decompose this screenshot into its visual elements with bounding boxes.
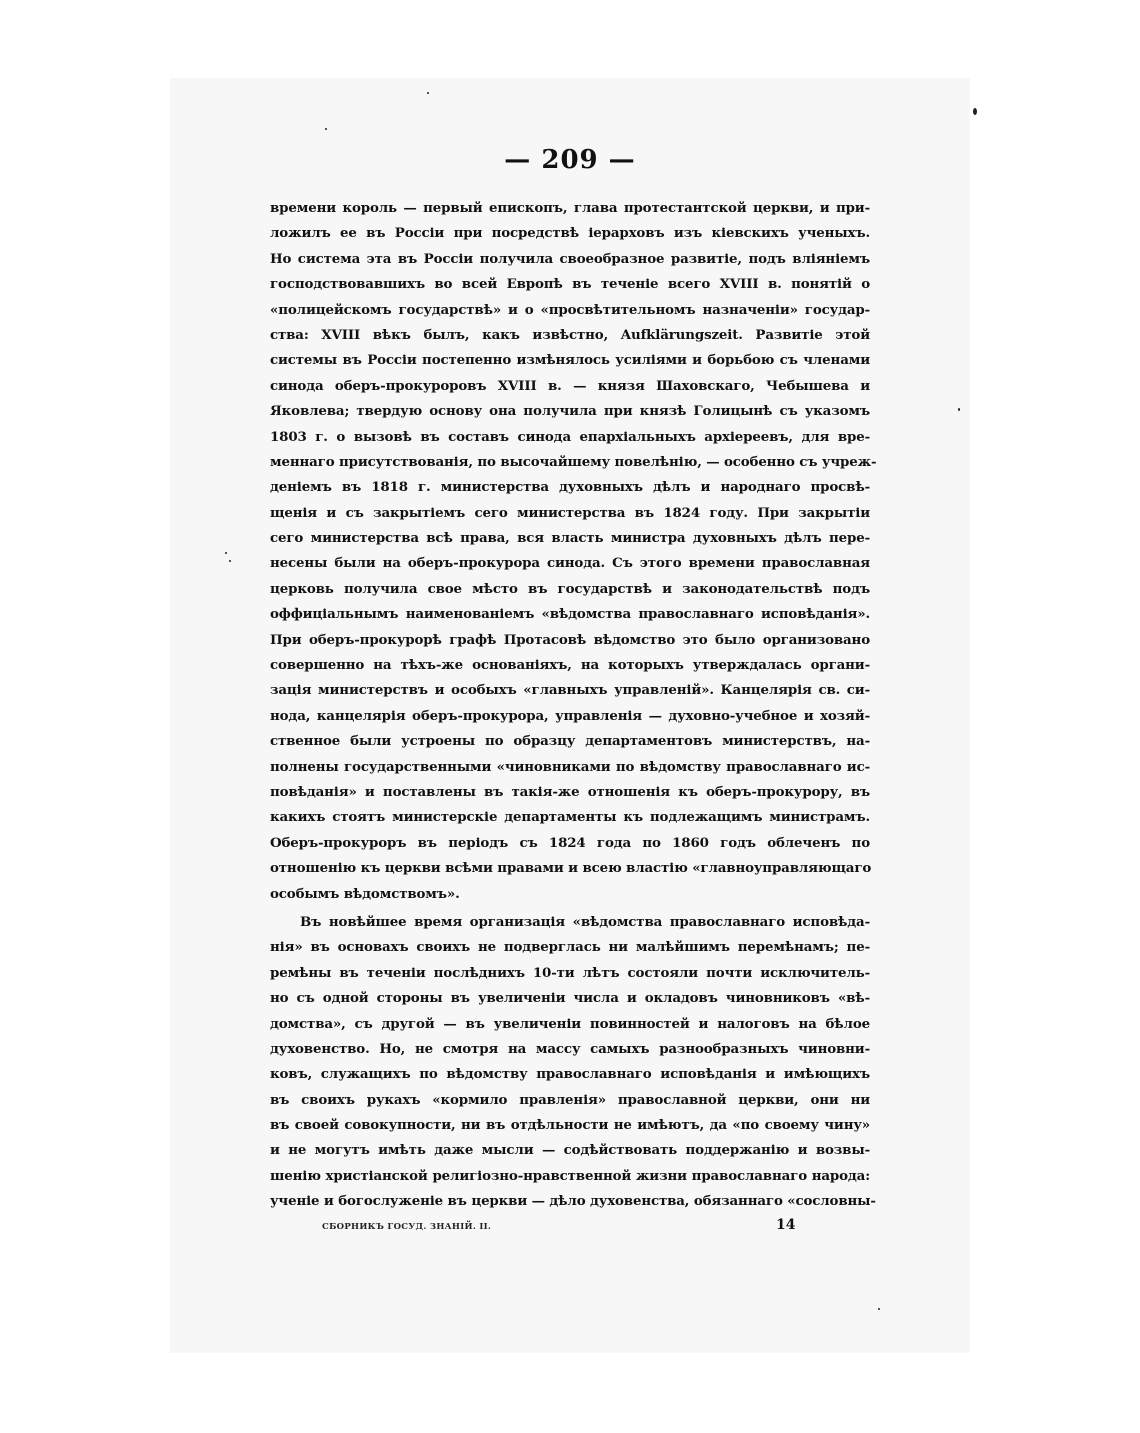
text-line: совершенно на тѣхъ-же основаніяхъ, на которыхъ утверждалась органи-	[270, 657, 870, 674]
text-line: повѣданія» и поставлены въ такія-же отношенія къ оберъ-прокурору, въ	[270, 783, 870, 800]
scan-speck	[958, 408, 960, 411]
text-line: ученіе и богослуженіе въ церкви — дѣло духовенства, обязаннаго «сословны-	[270, 1193, 876, 1210]
body-text	[270, 196, 877, 1215]
signature-mark: СБОРНИКЪ ГОСУД. ЗНАНІЙ. II.	[322, 1222, 492, 1232]
text-line: полнены государственными «чиновниками по вѣдомству православнаго ис-	[270, 758, 870, 775]
text-line: ремѣны въ теченіи послѣднихъ 10-ти лѣтъ состояли почти исключитель-	[270, 964, 870, 981]
text-line: «полицейскомъ государствѣ» и о «просвѣтительномъ назначеніи» государ-	[270, 301, 870, 318]
text-line: зація министерствъ и особыхъ «главныхъ управленій». Канцелярія св. си-	[270, 682, 870, 699]
text-line: ковъ, служащихъ по вѣдомству православнаго исповѣданія и имѣющихъ	[270, 1066, 870, 1083]
text-line: ства: XVIII вѣкъ былъ, какъ извѣстно, Aufklärungszeit. Развитіе этой	[270, 326, 870, 343]
text-line: въ своей совокупности, ни въ отдѣльности не имѣютъ, да «по своему чину»	[270, 1117, 870, 1134]
text-line: несены были на оберъ-прокурора синода. Съ этого времени православная	[270, 555, 870, 572]
page-number: — 209 —	[504, 145, 636, 175]
scan-speck	[427, 92, 429, 94]
text-line: Оберъ-прокуроръ въ періодъ съ 1824 года по 1860 годъ облеченъ по	[270, 834, 870, 851]
text-line: особымъ вѣдомствомъ».	[270, 885, 460, 902]
text-line: нія» въ основахъ своихъ не подверглась ни малѣйшимъ перемѣнамъ; пе-	[270, 939, 870, 956]
scan-speck	[229, 560, 231, 562]
text-line: оффиціальнымъ наименованіемъ «вѣдомства православнаго исповѣданія».	[270, 606, 870, 623]
text-line: и не могутъ имѣть даже мысли — содѣйствовать поддержанію и возвы-	[270, 1142, 870, 1159]
text-line: но съ одной стороны въ увеличеніи числа и окладовъ чиновниковъ «вѣ-	[270, 990, 870, 1007]
text-line: 1803 г. о вызовѣ въ составъ синода епархіальныхъ архіереевъ, для вре-	[270, 428, 870, 445]
paragraph-2	[270, 910, 876, 1215]
paragraph-1	[270, 196, 877, 907]
text-line: системы въ Россіи постепенно измѣнялось усиліями и борьбою съ членами	[270, 352, 870, 369]
text-line: духовенство. Но, не смотря на массу самыхъ разнообразныхъ чиновни-	[270, 1040, 870, 1057]
scan-speck	[973, 108, 977, 115]
text-line: При оберъ-прокурорѣ графѣ Протасовѣ вѣдомство это было организовано	[270, 631, 870, 648]
text-line: нода, канцелярія оберъ-прокурора, управленія — духовно-учебное и хозяй-	[270, 707, 870, 724]
text-line: какихъ стоятъ министерскіе департаменты къ подлежащимъ министрамъ.	[270, 809, 870, 826]
text-line: домства», съ другой — въ увеличеніи повинностей и налоговъ на бѣлое	[270, 1015, 870, 1032]
text-line: Въ новѣйшее время организація «вѣдомства православнаго исповѣда-	[300, 913, 870, 930]
text-line: господствовавшихъ во всей Европѣ въ теченіе всего XVIII в. понятій о	[270, 276, 870, 293]
text-line: времени король — первый епископъ, глава протестантской церкви, и при-	[270, 200, 870, 216]
text-line: сего министерства всѣ права, вся власть министра духовныхъ дѣлъ пере-	[270, 530, 870, 547]
text-line: ложилъ ее въ Россіи при посредствѣ іерарховъ изъ кіевскихъ ученыхъ.	[270, 225, 870, 242]
sheet-number: 14	[776, 1217, 796, 1233]
text-line: отношенію къ церкви всѣми правами и всею властію «главноуправляющаго	[270, 860, 872, 877]
scan-speck	[325, 128, 327, 130]
text-line: въ своихъ рукахъ «кормило правленія» православной церкви, они ни	[270, 1091, 870, 1108]
text-line: синода оберъ-прокуроровъ XVIII в. — князя Шаховскаго, Чебышева и	[270, 377, 870, 394]
text-line: церковь получила свое мѣсто въ государствѣ и законодательствѣ подъ	[270, 580, 870, 597]
text-line: Яковлева; твердую основу она получила при князѣ Голицынѣ съ указомъ	[270, 403, 870, 420]
text-line: ственное были устроены по образцу департаментовъ министерствъ, на-	[270, 733, 870, 750]
text-line: щенія и съ закрытіемъ сего министерства въ 1824 году. При закрытіи	[270, 504, 870, 521]
scan-speck	[878, 1308, 880, 1310]
text-line: меннаго присутствованія, по высочайшему повелѣнію, — особенно съ учреж-	[270, 453, 877, 470]
text-line: Но система эта въ Россіи получила своеобразное развитіе, подъ вліяніемъ	[270, 250, 870, 267]
text-line: деніемъ въ 1818 г. министерства духовныхъ дѣлъ и народнаго просвѣ-	[270, 479, 870, 496]
text-line: шенію христіанской религіозно-нравственной жизни православнаго народа:	[270, 1167, 870, 1184]
scan-speck	[225, 552, 227, 554]
